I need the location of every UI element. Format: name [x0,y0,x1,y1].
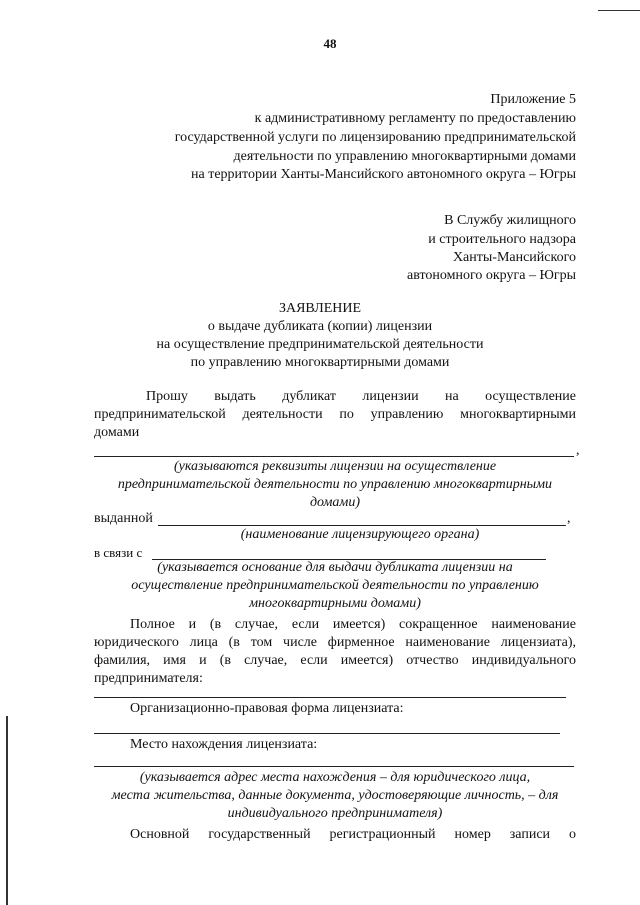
location-fill-line[interactable] [94,766,574,767]
addressee-line-2: и строительного надзора [428,232,576,247]
location-label: Место нахождения лицензиата: [130,737,318,752]
fullname-line-4: предпринимателя: [94,671,203,686]
hint-reason-3: многоквартирными домами) [249,596,421,611]
addressee-line-3: Ханты-Мансийского [452,250,576,265]
appendix-line-4: на территории Ханты-Мансийского автономного округа – Югры [191,167,576,182]
appendix-title: Приложение 5 [490,92,576,107]
addressee-line-4: автономного округа – Югры [407,268,576,283]
document-subtitle-2: на осуществление предпринимательской деятельности [156,337,484,352]
scan-edge-left [6,716,8,905]
document-subtitle-3: по управлению многоквартирными домами [190,355,450,370]
document-title: ЗАЯВЛЕНИЕ [278,301,362,316]
issued-label: выданной [94,511,153,526]
ogrn-line: Основной государственный регистрационный номер записи о [130,827,576,842]
hint-authority: (наименование лицензирующего органа) [240,527,480,542]
reason-label: в связи с [94,545,143,560]
hint-license-2: предпринимательской деятельности по управлению многоквартирными [117,477,553,492]
hint-reason-2: осуществление предпринимательской деятельности по управлению [131,578,539,593]
document-subtitle-1: о выдаче дубликата (копии) лицензии [207,319,433,334]
hint-address-2: места жительства, данные документа, удостоверяющие личность, – для [111,788,559,803]
page-number: 48 [323,36,337,51]
scan-edge-top-right [598,10,640,11]
org-form-fill-line[interactable] [94,733,560,734]
issued-authority-line[interactable] [158,525,566,526]
appendix-line-2: государственной услуги по лицензированию предпринимательской [174,130,576,145]
hint-license-3: домами) [309,495,361,510]
fullname-line-2: юридического лица (в том числе фирменное наименование лицензиата), [94,635,576,650]
hint-reason-1: (указывается основание для выдачи дубликата лицензии на [157,560,513,575]
addressee-line-1: В Службу жилищного [444,213,576,228]
request-line-3: домами [94,425,140,440]
appendix-line-3: деятельности по управлению многоквартирными домами [233,149,576,164]
appendix-line-1: к административному регламенту по предоставлению [254,111,576,126]
issued-comma: , [567,511,571,526]
request-line-1: Прошу выдать дубликат лицензии на осуществление [146,389,576,404]
request-line-2: предпринимательской деятельности по управлению многоквартирными [94,407,576,422]
license-details-comma: , [576,443,580,458]
fullname-line-1: Полное и (в случае, если имеется) сокращенное наименование [130,617,576,632]
fullname-fill-line[interactable] [94,697,566,698]
org-form-label: Организационно-правовая форма лицензиата: [130,701,404,716]
fullname-line-3: фамилия, имя и (в случае, если имеется) отчество индивидуального [94,653,576,668]
hint-address-1: (указывается адрес места нахождения – для юридического лица, [139,770,531,785]
hint-license-1: (указываются реквизиты лицензии на осуществление [173,459,497,474]
hint-address-3: индивидуального предпринимателя) [227,806,443,821]
license-details-line[interactable] [94,456,574,457]
